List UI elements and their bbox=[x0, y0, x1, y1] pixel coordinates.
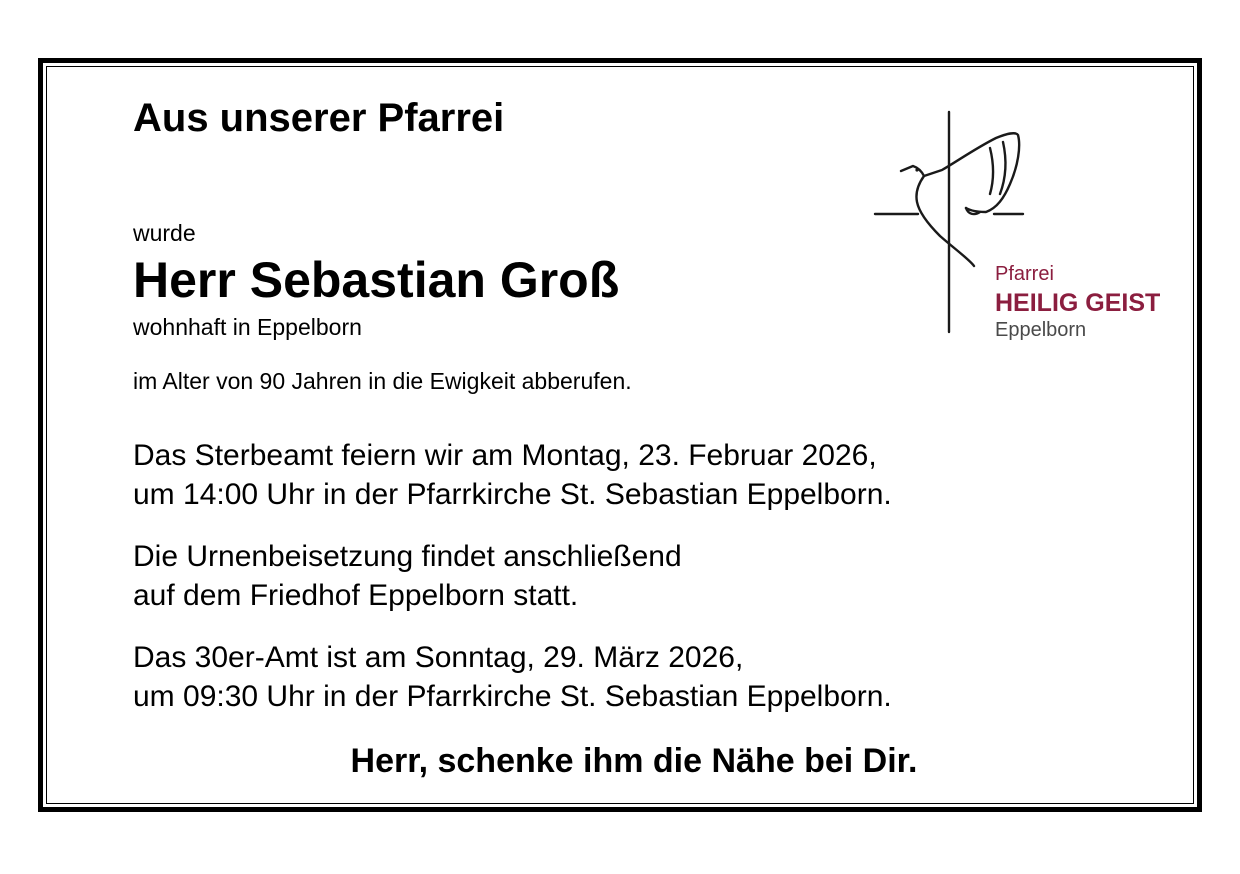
age-text: im Alter von 90 Jahren in die Ewigkeit abberufen. bbox=[133, 368, 632, 394]
funeral-line-1: Das Sterbeamt feiern wir am Montag, 23. Februar 2026, bbox=[133, 439, 877, 472]
closing-blessing: Herr, schenke ihm die Nähe bei Dir. bbox=[350, 742, 918, 780]
funeral-line-2: um 14:00 Uhr in der Pfarrkirche St. Sebastian Eppelborn. bbox=[133, 478, 892, 511]
intro-text: wurde bbox=[133, 220, 196, 246]
logo-label-pfarrei: Pfarrei bbox=[995, 263, 1054, 285]
residence-text: wohnhaft in Eppelborn bbox=[133, 314, 362, 340]
burial-line-1: Die Urnenbeisetzung findet anschließend bbox=[133, 540, 682, 573]
logo-label-eppelborn: Eppelborn bbox=[995, 319, 1087, 341]
deceased-name: Herr Sebastian Groß bbox=[133, 252, 620, 308]
logo-label-heilig-geist: HEILIG GEIST bbox=[995, 289, 1161, 317]
notice-heading: Aus unserer Pfarrei bbox=[133, 96, 505, 140]
burial-line-2: auf dem Friedhof Eppelborn statt. bbox=[133, 579, 579, 612]
memorial-line-1: Das 30er-Amt ist am Sonntag, 29. März 2026, bbox=[133, 641, 744, 674]
memorial-line-2: um 09:30 Uhr in der Pfarrkirche St. Sebastian Eppelborn. bbox=[133, 680, 892, 713]
